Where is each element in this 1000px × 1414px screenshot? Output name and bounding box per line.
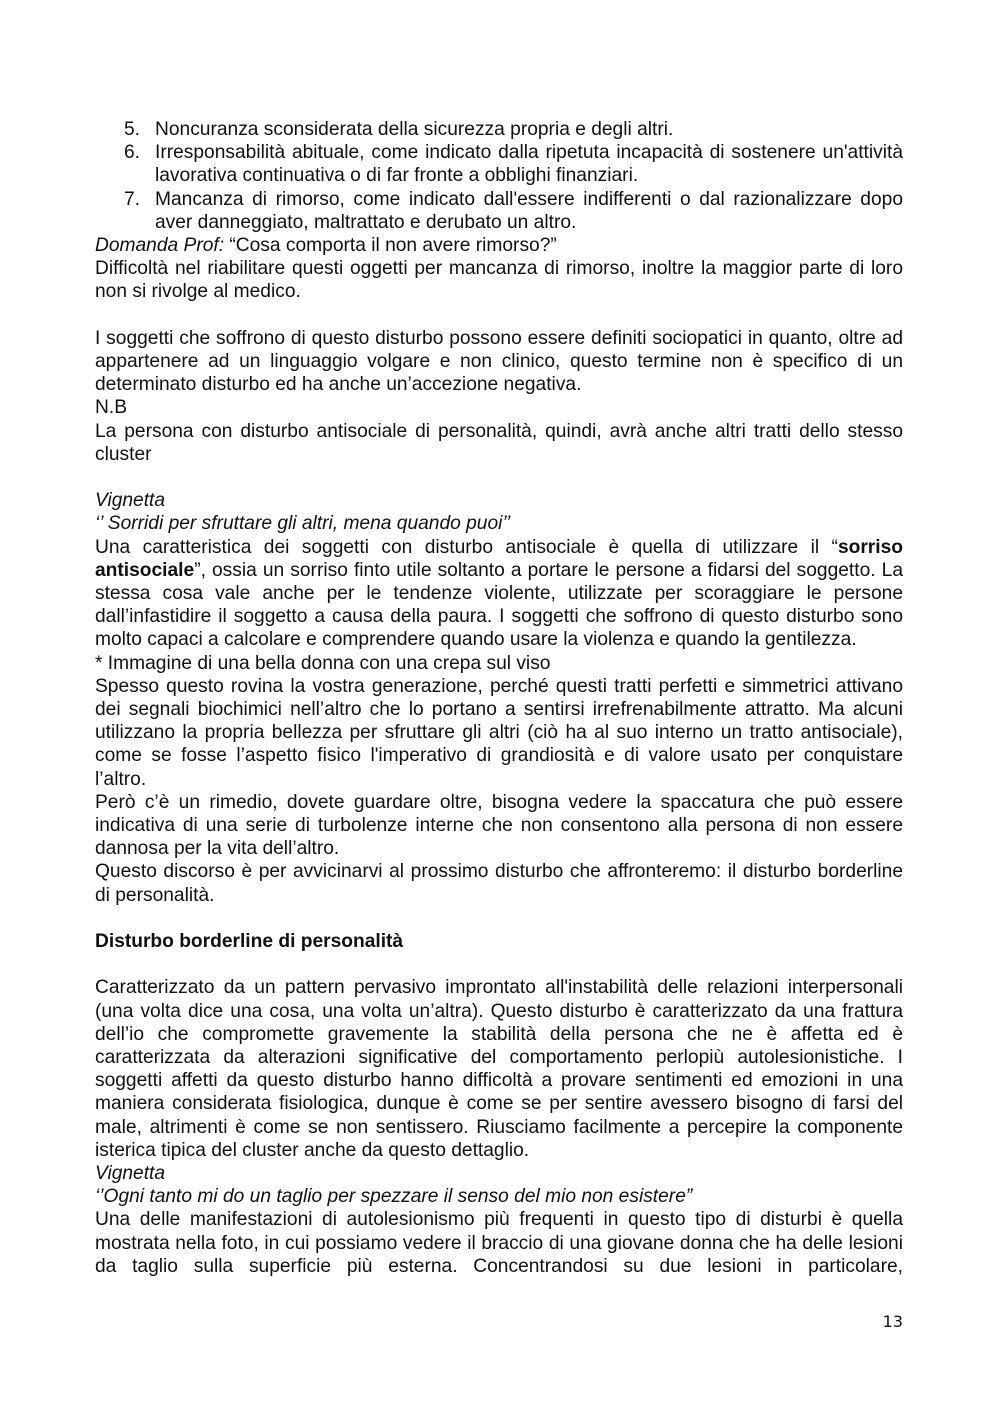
- sorriso-after: ”, ossia un sorriso finto utile soltanto a portare le persone a fidarsi del soggetto. La stessa cosa vale anche per le tendenze violente, utilizzate per scoraggiare le persone dall’infastidire il soggetto a causa della paura. I soggetti che soffrono di questo disturbo sono molto capaci a calcolare e comprendere quando usare la violenza e quando la gentilezza.: [95, 559, 903, 651]
- vignetta-label: [95, 489, 903, 512]
- professor-question: [95, 234, 903, 257]
- paragraph-immagine: * Immagine di una bella donna con una crepa sul viso: [95, 652, 551, 674]
- list-text: Irresponsabilità abituale, come indicato dalla ripetuta incapacità di sostenere un'attività lavorativa continuativa o di far fronte a obblighi finanziari.: [155, 142, 903, 187]
- paragraph-nb: La persona con disturbo antisociale di personalità, quindi, avrà anche altri tratti dello stesso cluster: [95, 420, 903, 465]
- nb-label: N.B: [95, 397, 127, 419]
- list-number: 6.: [124, 142, 141, 164]
- question-text: “Cosa comporta il non avere rimorso?”: [224, 235, 557, 257]
- list-item: [95, 118, 903, 141]
- vignetta-label: [95, 1162, 903, 1185]
- section-heading: Disturbo borderline di personalità: [95, 931, 404, 953]
- list-text: Mancanza di rimorso, come indicato dall'essere indifferenti o dal razionalizzare dopo aver danneggiato, maltrattato e derubato un altro.: [155, 188, 903, 233]
- list-number: 7.: [124, 188, 141, 210]
- vignetta-quote: [95, 1185, 903, 1208]
- paragraph-difficolta: Difficoltà nel riabilitare questi oggetti per mancanza di rimorso, inoltre la maggior parte di loro non si rivolge al medico.: [95, 258, 903, 303]
- page-number: 13: [882, 1312, 903, 1331]
- list-item: [95, 141, 903, 187]
- paragraph-generazione: Spesso questo rovina la vostra generazione, perché questi tratti perfetti e simmetrici attivano dei segnali biochimici nell’altro che lo portano a sentirsi irrefrenabilmente attratto. Ma alcuni utilizzano la propria bellezza per sfruttare gli altri (ciò ha al suo interno un tratto antisociale), come se fosse l’aspetto fisico l'imperativo di grandiosità e di valore usato per conquistare l’altro.: [95, 675, 903, 790]
- vignetta-quote-text: ‘’Ogni tanto mi do un taglio per spezzare il senso del mio non esistere”: [95, 1186, 693, 1208]
- paragraph-borderline: Caratterizzato da un pattern pervasivo improntato all'instabilità delle relazioni interpersonali (una volta dice una cosa, una volta un’altra). Questo disturbo è caratterizzato da una frattura dell’io che compromette gravemente la stabilità della persona che ne è affetta ed è caratterizzata da alterazioni significative del comportamento perlopiù autolesionistiche. I soggetti affetti da questo disturbo hanno difficoltà a provare sentimenti ed emozioni in una maniera considerata fisiologica, dunque è come se per sentire avessero bisogno di farsi del male, altrimenti è come se non sentissero. Riusciamo facilmente a percepire la componente isterica tipica del cluster anche da questo dettaglio.: [95, 977, 903, 1161]
- vignetta-quote: [95, 512, 903, 535]
- sorriso-before: Una caratteristica dei soggetti con disturbo antisociale è quella di utilizzare il “: [95, 536, 838, 558]
- paragraph-discorso: Questo discorso è per avvicinarvi al prossimo disturbo che affronteremo: il disturbo borderline di personalità.: [95, 861, 903, 906]
- list-text: Noncuranza sconsiderata della sicurezza propria e degli altri.: [155, 119, 674, 140]
- document-page: [95, 118, 903, 1278]
- paragraph-sorriso: [95, 536, 903, 652]
- sorriso-bold: sorriso antisociale: [95, 536, 903, 581]
- list-item: [95, 188, 903, 234]
- vignetta-label-text: Vignetta: [95, 1163, 166, 1185]
- numbered-list: [95, 118, 903, 234]
- paragraph-foto: Una delle manifestazioni di autolesionismo più frequenti in questo tipo di disturbi è quella mostrata nella foto, in cui possiamo vedere il braccio di una giovane donna che ha delle lesioni da taglio sulla superficie più esterna. Concentrandosi su due lesioni in particolare,: [95, 1209, 903, 1277]
- paragraph-rimedio: Però c’è un rimedio, dovete guardare oltre, bisogna vedere la spaccatura che può essere indicativa di una serie di turbolenze interne che non consentono alla persona di non essere dannosa per la vita dell’altro.: [95, 791, 903, 860]
- vignetta-label-text: Vignetta: [95, 490, 166, 512]
- vignetta-quote-text: ‘’ Sorridi per sfruttare gli altri, mena quando puoi’’: [95, 513, 511, 535]
- paragraph-sociopatici: I soggetti che soffrono di questo disturbo possono essere definiti sociopatici in quanto, oltre ad appartenere ad un linguaggio volgare e non clinico, questo termine non è specifico di un determinato disturbo ed ha anche un’accezione negativa.: [95, 327, 903, 396]
- question-label: Domanda Prof:: [95, 235, 225, 257]
- list-number: 5.: [124, 119, 141, 140]
